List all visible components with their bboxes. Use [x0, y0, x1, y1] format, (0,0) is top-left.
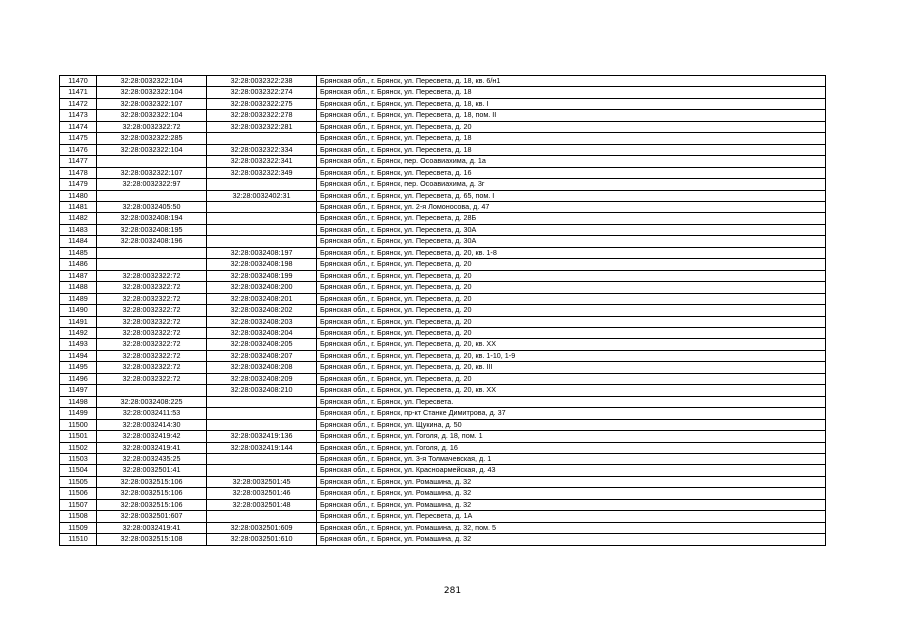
- row-number-cell: 11490: [60, 305, 97, 316]
- address-cell: Брянская обл., г. Брянск, пер. Осоавиахима, д. 1а: [317, 156, 826, 167]
- cadastral-number-2-cell: 32:28:0032322:278: [207, 110, 317, 121]
- address-cell: Брянская обл., г. Брянск, ул. Пересвета, д. 18: [317, 144, 826, 155]
- cadastral-number-2-cell: 32:28:0032408:201: [207, 293, 317, 304]
- cadastral-number-cell: 32:28:0032419:41: [97, 522, 207, 533]
- cadastral-number-cell: 32:28:0032322:72: [97, 339, 207, 350]
- address-cell: Брянская обл., г. Брянск, ул. 2-я Ломоносова, д. 47: [317, 201, 826, 212]
- address-cell: Брянская обл., г. Брянск, ул. Пересвета, д. 1А: [317, 511, 826, 522]
- address-cell: Брянская обл., г. Брянск, ул. Пересвета, д. 20, кв. III: [317, 362, 826, 373]
- cadastral-number-cell: 32:28:0032322:104: [97, 144, 207, 155]
- address-cell: Брянская обл., г. Брянск, ул. Ромашина, д. 32, пом. 5: [317, 522, 826, 533]
- table-row: [60, 408, 826, 419]
- row-number-cell: 11496: [60, 373, 97, 384]
- table-row: [60, 213, 826, 224]
- address-cell: Брянская обл., г. Брянск, ул. Пересвета, д. 16: [317, 167, 826, 178]
- table-row: [60, 121, 826, 132]
- address-cell: Брянская обл., г. Брянск, ул. 3-я Толмачевская, д. 1: [317, 453, 826, 464]
- cadastral-number-cell: [97, 190, 207, 201]
- address-cell: Брянская обл., г. Брянск, ул. Пересвета, д. 20: [317, 305, 826, 316]
- cadastral-number-cell: 32:28:0032322:72: [97, 293, 207, 304]
- address-cell: Брянская обл., г. Брянск, ул. Ромашина, д. 32: [317, 488, 826, 499]
- address-cell: Брянская обл., г. Брянск, ул. Пересвета, д. 20, кв. 1-8: [317, 247, 826, 258]
- cadastral-number-2-cell: 32:28:0032322:275: [207, 98, 317, 109]
- row-number-cell: 11486: [60, 259, 97, 270]
- cadastral-number-cell: 32:28:0032408:195: [97, 224, 207, 235]
- row-number-cell: 11501: [60, 431, 97, 442]
- cadastral-number-cell: 32:28:0032322:72: [97, 350, 207, 361]
- cadastral-number-cell: 32:28:0032322:285: [97, 133, 207, 144]
- address-cell: Брянская обл., г. Брянск, ул. Пересвета, д. 18, кв. 6/н1: [317, 76, 826, 87]
- address-cell: Брянская обл., г. Брянск, ул. Пересвета, д. 20: [317, 373, 826, 384]
- row-number-cell: 11506: [60, 488, 97, 499]
- table-row: [60, 270, 826, 281]
- table-row: [60, 224, 826, 235]
- cadastral-number-2-cell: 32:28:0032408:197: [207, 247, 317, 258]
- address-cell: Брянская обл., г. Брянск, ул. Ромашина, д. 32: [317, 476, 826, 487]
- cadastral-number-cell: 32:28:0032501:607: [97, 511, 207, 522]
- address-cell: Брянская обл., г. Брянск, ул. Ромашина, д. 32: [317, 534, 826, 545]
- cadastral-number-cell: [97, 385, 207, 396]
- cadastral-number-cell: 32:28:0032515:106: [97, 476, 207, 487]
- cadastral-number-2-cell: 32:28:0032408:200: [207, 282, 317, 293]
- address-cell: Брянская обл., г. Брянск, ул. Пересвета, д. 20: [317, 121, 826, 132]
- table-row: [60, 179, 826, 190]
- cadastral-number-cell: 32:28:0032322:72: [97, 305, 207, 316]
- table-row: [60, 453, 826, 464]
- table-row: [60, 190, 826, 201]
- row-number-cell: 11491: [60, 316, 97, 327]
- cadastral-number-2-cell: [207, 133, 317, 144]
- cadastral-number-cell: 32:28:0032322:107: [97, 98, 207, 109]
- cadastral-number-2-cell: 32:28:0032408:198: [207, 259, 317, 270]
- table-row: [60, 488, 826, 499]
- cadastral-number-2-cell: [207, 419, 317, 430]
- cadastral-number-2-cell: [207, 179, 317, 190]
- address-cell: Брянская обл., г. Брянск, ул. Пересвета, д. 20, кв. XX: [317, 385, 826, 396]
- address-cell: Брянская обл., г. Брянск, ул. Пересвета, д. 30А: [317, 236, 826, 247]
- table-row: [60, 442, 826, 453]
- cadastral-number-2-cell: [207, 201, 317, 212]
- cadastral-number-cell: 32:28:0032405:50: [97, 201, 207, 212]
- table-row: [60, 133, 826, 144]
- page-number: 281: [443, 586, 462, 596]
- cadastral-number-cell: 32:28:0032322:72: [97, 270, 207, 281]
- address-cell: Брянская обл., г. Брянск, ул. Пересвета, д. 18, кв. I: [317, 98, 826, 109]
- cadastral-number-2-cell: [207, 408, 317, 419]
- row-number-cell: 11471: [60, 87, 97, 98]
- registry-table: [59, 75, 826, 546]
- row-number-cell: 11478: [60, 167, 97, 178]
- table-row: [60, 76, 826, 87]
- cadastral-number-cell: 32:28:0032501:41: [97, 465, 207, 476]
- address-cell: Брянская обл., г. Брянск, ул. Пересвета, д. 18: [317, 87, 826, 98]
- row-number-cell: 11482: [60, 213, 97, 224]
- registry-table-body: [60, 76, 826, 546]
- table-row: [60, 431, 826, 442]
- row-number-cell: 11487: [60, 270, 97, 281]
- cadastral-number-2-cell: [207, 465, 317, 476]
- table-row: [60, 396, 826, 407]
- table-row: [60, 259, 826, 270]
- table-row: [60, 144, 826, 155]
- address-cell: Брянская обл., г. Брянск, ул. Пересвета.: [317, 396, 826, 407]
- cadastral-number-2-cell: 32:28:0032408:204: [207, 327, 317, 338]
- address-cell: Брянская обл., г. Брянск, ул. Пересвета, д. 65, пом. I: [317, 190, 826, 201]
- cadastral-number-2-cell: 32:28:0032408:207: [207, 350, 317, 361]
- cadastral-number-cell: 32:28:0032322:104: [97, 110, 207, 121]
- cadastral-number-2-cell: 32:28:0032408:210: [207, 385, 317, 396]
- row-number-cell: 11483: [60, 224, 97, 235]
- row-number-cell: 11498: [60, 396, 97, 407]
- address-cell: Брянская обл., г. Брянск, ул. Пересвета, д. 20, кв. 1-10, 1-9: [317, 350, 826, 361]
- cadastral-number-2-cell: 32:28:0032322:238: [207, 76, 317, 87]
- row-number-cell: 11485: [60, 247, 97, 258]
- cadastral-number-cell: 32:28:0032408:194: [97, 213, 207, 224]
- cadastral-number-2-cell: 32:28:0032501:609: [207, 522, 317, 533]
- row-number-cell: 11504: [60, 465, 97, 476]
- row-number-cell: 11505: [60, 476, 97, 487]
- cadastral-number-cell: 32:28:0032322:104: [97, 87, 207, 98]
- cadastral-number-cell: [97, 259, 207, 270]
- row-number-cell: 11484: [60, 236, 97, 247]
- cadastral-number-2-cell: [207, 224, 317, 235]
- address-cell: Брянская обл., г. Брянск, ул. Пересвета, д. 20: [317, 270, 826, 281]
- address-cell: Брянская обл., г. Брянск, ул. Щукина, д. 50: [317, 419, 826, 430]
- table-row: [60, 167, 826, 178]
- row-number-cell: 11499: [60, 408, 97, 419]
- row-number-cell: 11500: [60, 419, 97, 430]
- cadastral-number-2-cell: 32:28:0032408:202: [207, 305, 317, 316]
- table-row: [60, 305, 826, 316]
- address-cell: Брянская обл., г. Брянск, ул. Пересвета, д. 20: [317, 293, 826, 304]
- cadastral-number-cell: 32:28:0032322:72: [97, 316, 207, 327]
- address-cell: Брянская обл., г. Брянск, ул. Пересвета, д. 20: [317, 316, 826, 327]
- row-number-cell: 11488: [60, 282, 97, 293]
- address-cell: Брянская обл., г. Брянск, ул. Пересвета, д. 18, пом. II: [317, 110, 826, 121]
- cadastral-number-2-cell: 32:28:0032408:208: [207, 362, 317, 373]
- table-row: [60, 511, 826, 522]
- cadastral-number-cell: 32:28:0032322:72: [97, 327, 207, 338]
- address-cell: Брянская обл., г. Брянск, ул. Гоголя, д. 18, пом. 1: [317, 431, 826, 442]
- cadastral-number-cell: 32:28:0032408:225: [97, 396, 207, 407]
- cadastral-number-cell: 32:28:0032419:41: [97, 442, 207, 453]
- address-cell: Брянская обл., г. Брянск, ул. Пересвета, д. 28Б: [317, 213, 826, 224]
- address-cell: Брянская обл., г. Брянск, ул. Гоголя, д. 16: [317, 442, 826, 453]
- cadastral-number-cell: 32:28:0032414:30: [97, 419, 207, 430]
- row-number-cell: 11492: [60, 327, 97, 338]
- cadastral-number-2-cell: 32:28:0032322:334: [207, 144, 317, 155]
- table-row: [60, 293, 826, 304]
- row-number-cell: 11477: [60, 156, 97, 167]
- row-number-cell: 11503: [60, 453, 97, 464]
- row-number-cell: 11494: [60, 350, 97, 361]
- cadastral-number-cell: 32:28:0032411:53: [97, 408, 207, 419]
- row-number-cell: 11470: [60, 76, 97, 87]
- table-row: [60, 156, 826, 167]
- cadastral-number-2-cell: 32:28:0032322:349: [207, 167, 317, 178]
- table-row: [60, 327, 826, 338]
- cadastral-number-cell: [97, 156, 207, 167]
- address-cell: Брянская обл., г. Брянск, ул. Красноармейская, д. 43: [317, 465, 826, 476]
- cadastral-number-cell: [97, 247, 207, 258]
- table-row: [60, 201, 826, 212]
- address-cell: Брянская обл., г. Брянск, ул. Пересвета, д. 30А: [317, 224, 826, 235]
- cadastral-number-2-cell: 32:28:0032408:205: [207, 339, 317, 350]
- table-row: [60, 247, 826, 258]
- address-cell: Брянская обл., г. Брянск, ул. Пересвета, д. 20, кв. XX: [317, 339, 826, 350]
- cadastral-number-cell: 32:28:0032322:72: [97, 362, 207, 373]
- cadastral-number-2-cell: [207, 396, 317, 407]
- cadastral-number-2-cell: 32:28:0032501:46: [207, 488, 317, 499]
- table-row: [60, 98, 826, 109]
- table-row: [60, 87, 826, 98]
- address-cell: Брянская обл., г. Брянск, ул. Пересвета, д. 20: [317, 282, 826, 293]
- cadastral-number-cell: 32:28:0032435:25: [97, 453, 207, 464]
- cadastral-number-cell: 32:28:0032322:104: [97, 76, 207, 87]
- row-number-cell: 11475: [60, 133, 97, 144]
- table-row: [60, 350, 826, 361]
- table-row: [60, 339, 826, 350]
- table-row: [60, 282, 826, 293]
- row-number-cell: 11508: [60, 511, 97, 522]
- cadastral-number-2-cell: 32:28:0032322:274: [207, 87, 317, 98]
- cadastral-number-2-cell: 32:28:0032501:45: [207, 476, 317, 487]
- address-cell: Брянская обл., г. Брянск, ул. Пересвета, д. 20: [317, 259, 826, 270]
- table-row: [60, 522, 826, 533]
- cadastral-number-cell: 32:28:0032322:72: [97, 121, 207, 132]
- row-number-cell: 11509: [60, 522, 97, 533]
- row-number-cell: 11472: [60, 98, 97, 109]
- cadastral-number-cell: 32:28:0032322:107: [97, 167, 207, 178]
- row-number-cell: 11481: [60, 201, 97, 212]
- table-row: [60, 385, 826, 396]
- cadastral-number-cell: 32:28:0032322:72: [97, 282, 207, 293]
- table-row: [60, 236, 826, 247]
- row-number-cell: 11473: [60, 110, 97, 121]
- table-row: [60, 499, 826, 510]
- table-row: [60, 476, 826, 487]
- cadastral-number-cell: 32:28:0032322:72: [97, 373, 207, 384]
- cadastral-number-2-cell: [207, 453, 317, 464]
- row-number-cell: 11495: [60, 362, 97, 373]
- row-number-cell: 11480: [60, 190, 97, 201]
- cadastral-number-2-cell: 32:28:0032408:209: [207, 373, 317, 384]
- cadastral-number-2-cell: 32:28:0032408:199: [207, 270, 317, 281]
- table-row: [60, 362, 826, 373]
- cadastral-number-2-cell: 32:28:0032322:281: [207, 121, 317, 132]
- row-number-cell: 11489: [60, 293, 97, 304]
- table-row: [60, 373, 826, 384]
- cadastral-number-2-cell: 32:28:0032402:31: [207, 190, 317, 201]
- row-number-cell: 11479: [60, 179, 97, 190]
- cadastral-number-cell: 32:28:0032322:97: [97, 179, 207, 190]
- cadastral-number-cell: 32:28:0032408:196: [97, 236, 207, 247]
- address-cell: Брянская обл., г. Брянск, ул. Ромашина, д. 32: [317, 499, 826, 510]
- cadastral-number-2-cell: [207, 511, 317, 522]
- cadastral-number-2-cell: 32:28:0032419:136: [207, 431, 317, 442]
- cadastral-number-cell: 32:28:0032515:108: [97, 534, 207, 545]
- table-row: [60, 534, 826, 545]
- address-cell: Брянская обл., г. Брянск, ул. Пересвета, д. 20: [317, 327, 826, 338]
- row-number-cell: 11507: [60, 499, 97, 510]
- row-number-cell: 11510: [60, 534, 97, 545]
- address-cell: Брянская обл., г. Брянск, пр-кт Станке Димитрова, д. 37: [317, 408, 826, 419]
- cadastral-number-2-cell: 32:28:0032322:341: [207, 156, 317, 167]
- row-number-cell: 11497: [60, 385, 97, 396]
- cadastral-number-cell: 32:28:0032515:106: [97, 488, 207, 499]
- table-row: [60, 110, 826, 121]
- cadastral-number-cell: 32:28:0032515:106: [97, 499, 207, 510]
- address-cell: Брянская обл., г. Брянск, пер. Осоавиахима, д. 3г: [317, 179, 826, 190]
- cadastral-number-2-cell: 32:28:0032501:610: [207, 534, 317, 545]
- row-number-cell: 11476: [60, 144, 97, 155]
- table-row: [60, 419, 826, 430]
- cadastral-number-2-cell: 32:28:0032408:203: [207, 316, 317, 327]
- cadastral-number-2-cell: [207, 213, 317, 224]
- row-number-cell: 11474: [60, 121, 97, 132]
- table-row: [60, 465, 826, 476]
- cadastral-number-2-cell: 32:28:0032501:48: [207, 499, 317, 510]
- table-row: [60, 316, 826, 327]
- address-cell: Брянская обл., г. Брянск, ул. Пересвета, д. 18: [317, 133, 826, 144]
- row-number-cell: 11502: [60, 442, 97, 453]
- row-number-cell: 11493: [60, 339, 97, 350]
- cadastral-number-2-cell: [207, 236, 317, 247]
- cadastral-number-2-cell: 32:28:0032419:144: [207, 442, 317, 453]
- cadastral-number-cell: 32:28:0032419:42: [97, 431, 207, 442]
